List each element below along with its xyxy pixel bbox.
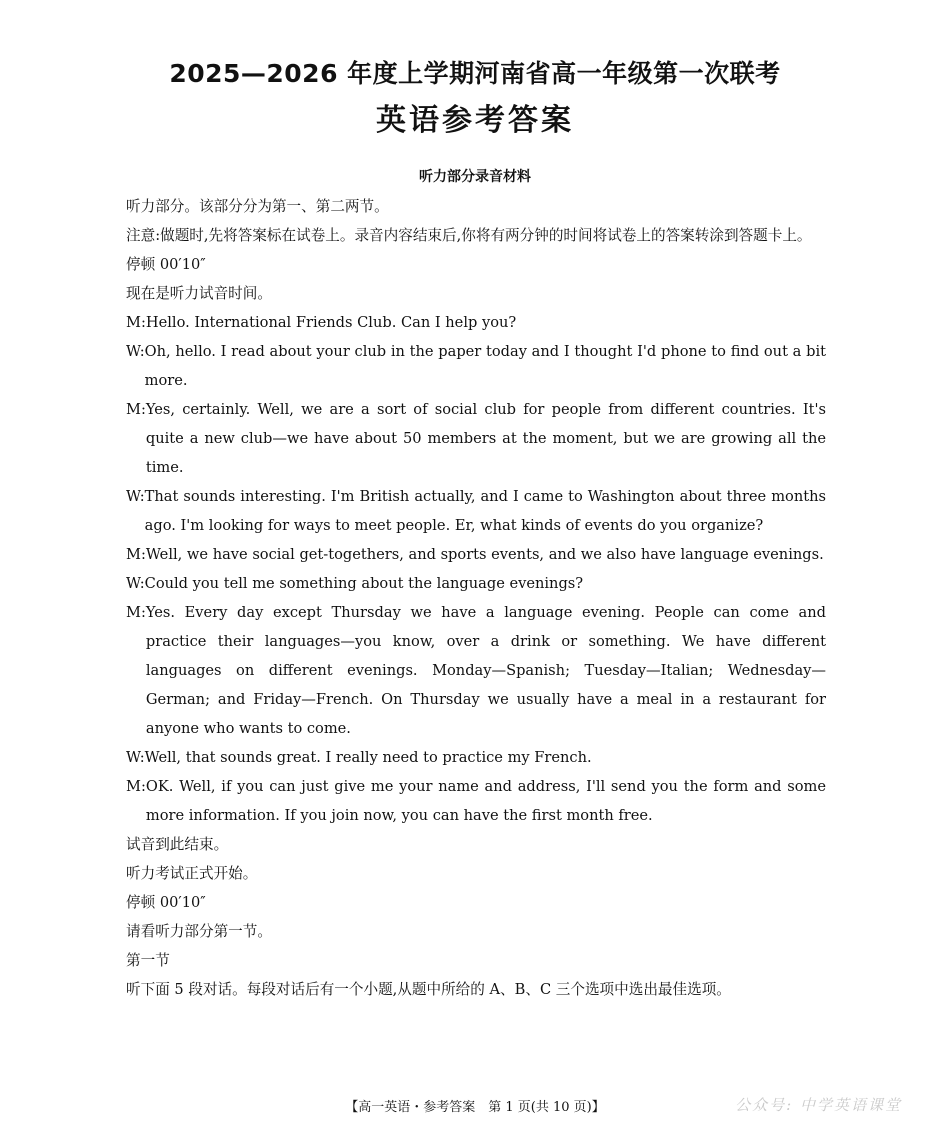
utterance: Well, that sounds great. I really need to practice my French. <box>144 749 592 766</box>
exam-title: 2025—2026 年度上学期河南省高一年级第一次联考 <box>169 59 781 88</box>
speaker-label: M: <box>126 778 146 795</box>
dialogue-turn <box>126 540 826 569</box>
dialogue-turn <box>126 308 826 337</box>
instruction-line: 听下面 5 段对话。每段对话后有一个小题,从题中所给的 A、B、C 三个选项中选出最佳选项。 <box>126 981 731 998</box>
dialogue-turn <box>126 772 826 830</box>
pause-line: 停顿 00′10″ <box>126 256 206 273</box>
answer-key-title: 英语参考答案 <box>376 103 574 138</box>
see-section-line: 请看听力部分第一节。 <box>126 923 272 940</box>
trial-line: 现在是听力试音时间。 <box>126 285 272 302</box>
utterance: Hello. International Friends Club. Can I help you? <box>145 314 517 331</box>
speaker-label: M: <box>126 546 146 563</box>
utterance: Well, we have social get-togethers, and sports events, and we also have language evenings. <box>145 546 824 563</box>
transcript-body <box>126 192 826 1004</box>
utterance: Could you tell me something about the language evenings? <box>144 575 584 592</box>
dialogue-turn <box>126 337 826 395</box>
exam-start-line: 听力考试正式开始。 <box>126 865 258 882</box>
speaker-label: W: <box>126 488 145 505</box>
watermark: 公众号: 中学英语课堂 <box>735 1096 902 1114</box>
speaker-label: W: <box>126 575 145 592</box>
dialogue-turn <box>126 743 826 772</box>
dialogue-turn <box>126 482 826 540</box>
utterance: That sounds interesting. I'm British actually, and I came to Washington about three months ago. I'm looking for ways to meet people. Er, what kinds of events do you organize? <box>144 488 826 534</box>
dialogue-turn <box>126 598 826 743</box>
page-footer: 【高一英语・参考答案 第 1 页(共 10 页)】 <box>345 1100 605 1115</box>
speaker-label: M: <box>126 604 146 621</box>
utterance: OK. Well, if you can just give me your name and address, I'll send you the form and some more information. If you join now, you can have the first month free. <box>145 778 826 824</box>
utterance: Yes, certainly. Well, we are a sort of social club for people from different countries. It's quite a new club—we have about 50 members at the moment, but we are growing all the time. <box>145 401 826 476</box>
speaker-label: M: <box>126 401 146 418</box>
utterance: Oh, hello. I read about your club in the paper today and I thought I'd phone to find out a bit more. <box>144 343 826 389</box>
notice-paragraph: 注意:做题时,先将答案标在试卷上。录音内容结束后,你将有两分钟的时间将试卷上的答案转涂到答题卡上。 <box>126 227 812 244</box>
intro-line: 听力部分。该部分分为第一、第二两节。 <box>126 198 389 215</box>
pause-line: 停顿 00′10″ <box>126 894 206 911</box>
dialogue-turn <box>126 569 826 598</box>
trial-end-line: 试音到此结束。 <box>126 836 229 853</box>
dialogue-turn <box>126 395 826 482</box>
section-one-heading: 第一节 <box>126 952 170 969</box>
speaker-label: M: <box>126 314 146 331</box>
dialogue-list <box>126 308 826 830</box>
speaker-label: W: <box>126 343 145 360</box>
section-heading: 听力部分录音材料 <box>419 169 531 185</box>
speaker-label: W: <box>126 749 145 766</box>
utterance: Yes. Every day except Thursday we have a language evening. People can come and practice their languages—you know, over a drink or something. We have different languages on different evenings. Monday—Spanish; Tuesday—Italian; Wednesday—German; and Friday—French. On Thursday we usually have a meal in a restaurant for anyone who wants to come. <box>145 604 826 737</box>
